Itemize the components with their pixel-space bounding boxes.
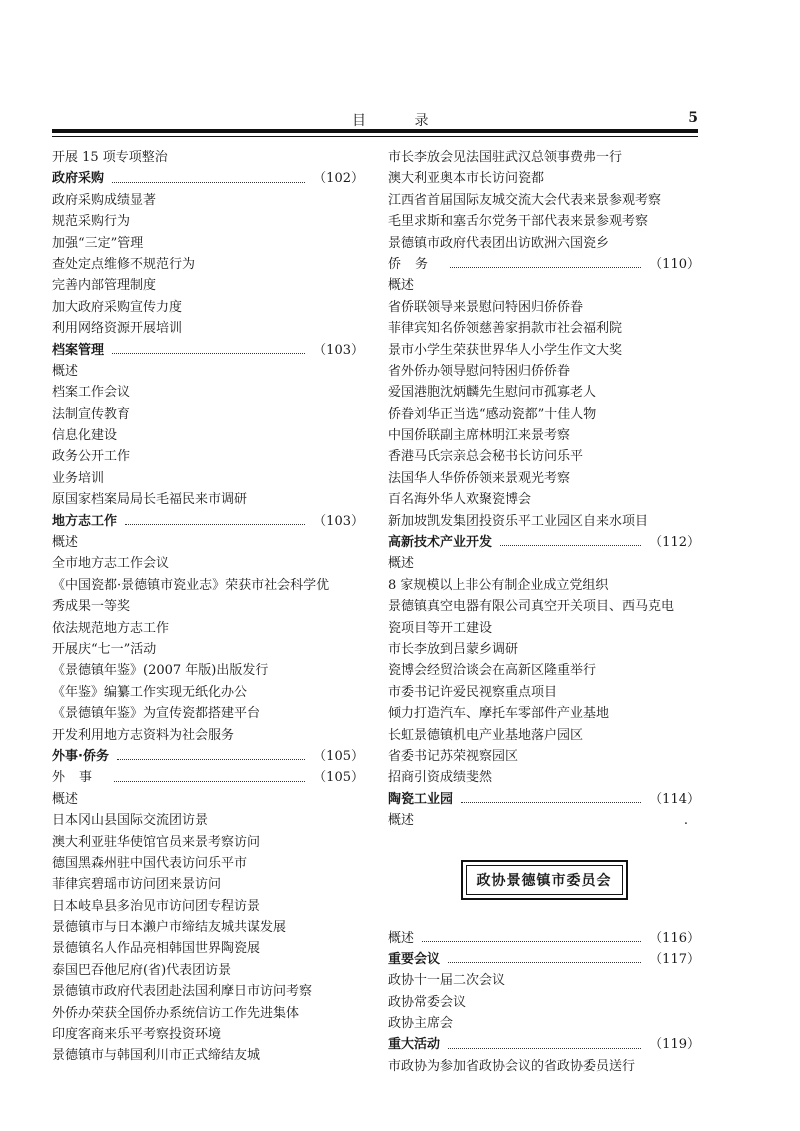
toc-subsection xyxy=(388,254,700,275)
toc-entry: 瓷项目等开工建设 xyxy=(388,620,493,636)
toc-entry: 招商引资成绩斐然 xyxy=(388,770,493,786)
toc-entry: 依法规范地方志工作 xyxy=(52,620,170,636)
toc-section xyxy=(388,1034,700,1055)
toc-entry: 江西省首届国际友城交流大会代表来景参观考察 xyxy=(388,192,662,208)
section-label: 档案管理 xyxy=(52,342,105,358)
toc-entry: 完善内部管理制度 xyxy=(52,278,157,294)
toc-entry: 概述 xyxy=(52,791,79,807)
toc-left-column xyxy=(52,147,364,1067)
toc-entry: 菲律宾知名侨领慈善家捐款市社会福利院 xyxy=(388,321,623,337)
toc-entry: 法制宣传教育 xyxy=(52,406,131,422)
toc-entry: 景德镇名人作品亮相韩国世界陶瓷展 xyxy=(52,941,261,957)
toc-entry: 概述 xyxy=(388,556,415,572)
section-page-number: （103） xyxy=(313,513,364,529)
section-page-number: （110） xyxy=(649,256,700,272)
toc-entry: 《景德镇年鉴》为宣传瓷都搭建平台 xyxy=(52,706,261,722)
toc-entry: 市长李放到吕蒙乡调研 xyxy=(388,641,519,657)
toc-entry: 倾力打造汽车、摩托车零部件产业基地 xyxy=(388,706,610,722)
toc-entry: 政协十一届二次会议 xyxy=(388,973,506,989)
toc-entry: 查处定点维修不规范行为 xyxy=(52,256,196,272)
leader-dots xyxy=(461,802,641,803)
toc-entry: 原国家档案局局长毛福民来市调研 xyxy=(52,492,248,508)
toc-entry: 《景德镇年鉴》(2007 年版)出版发行 xyxy=(52,663,269,679)
section-page-number: （112） xyxy=(649,535,700,551)
section-label: 高新技术产业开发 xyxy=(388,535,493,551)
section-page-number: （117） xyxy=(649,951,700,967)
toc-section xyxy=(388,949,700,970)
leader-dots xyxy=(114,781,305,782)
toc-entry: 市委书记许爱民视察重点项目 xyxy=(388,684,558,700)
section-page-number: （116） xyxy=(649,930,700,946)
toc-entry: 8 家规模以上非公有制企业成立党组织 xyxy=(388,577,609,593)
toc-entry: 日本冈山县国际交流团访景 xyxy=(52,813,209,829)
toc-entry: 概述 xyxy=(52,535,79,551)
toc-entry: 德国黑森州驻中国代表访问乐平市 xyxy=(52,855,248,871)
toc-entry: 澳大利亚奥本市长访问瓷都 xyxy=(388,171,545,187)
toc-entry: 毛里求斯和塞舌尔党务干部代表来景参观考察 xyxy=(388,214,649,230)
section-label: 外事·侨务 xyxy=(52,748,109,764)
leader-dots xyxy=(422,941,641,942)
section-label: 陶瓷工业园 xyxy=(388,791,454,807)
toc-section xyxy=(388,532,700,553)
banner-area xyxy=(388,832,700,928)
toc-entry: 概述 xyxy=(388,813,415,829)
toc-entry: 景德镇市政府代表团出访欧洲六国瓷乡 xyxy=(388,235,610,251)
toc-entry: 业务培训 xyxy=(52,470,105,486)
toc-entry: 侨眷刘华正当选“感动瓷都”十佳人物 xyxy=(388,406,597,422)
toc-section xyxy=(52,511,364,532)
leader-dots xyxy=(117,759,305,760)
toc-entry: 加大政府采购宣传力度 xyxy=(52,299,183,315)
toc-entry: 景德镇市与日本濑户市缔结友城共谋发展 xyxy=(52,920,287,936)
toc-entry: 政务公开工作 xyxy=(52,449,131,465)
leader-dots xyxy=(500,545,641,546)
cppcc-banner xyxy=(461,860,628,900)
toc-entry: 档案工作会议 xyxy=(52,385,131,401)
header-rule-thick xyxy=(52,129,698,133)
toc-entry: 市长李放会见法国驻武汉总领事费弗一行 xyxy=(388,150,623,165)
toc-entry: 澳大利亚驻华使馆官员来景考察访问 xyxy=(52,834,261,850)
page-header xyxy=(52,110,698,130)
toc-entry: 《年鉴》编纂工作实现无纸化办公 xyxy=(52,684,248,700)
leader-dots xyxy=(112,353,305,354)
leader-dots xyxy=(112,182,305,183)
toc-entry: 政协常委会议 xyxy=(388,994,467,1010)
toc-entry: 开展庆“七一”活动 xyxy=(52,641,157,657)
toc-entry: 瓷博会经贸洽谈会在高新区隆重举行 xyxy=(388,663,597,679)
toc-entry: 《中国瓷都·景德镇市瓷业志》荣获市社会科学优 xyxy=(52,577,330,593)
toc-entry: 景市小学生荣获世界华人小学生作文大奖 xyxy=(388,342,623,358)
leader-dots xyxy=(448,962,641,963)
section-label: 重要会议 xyxy=(388,951,441,967)
section-label: 侨务 xyxy=(388,256,443,272)
section-label: 外事 xyxy=(52,770,107,786)
section-page-number: （114） xyxy=(649,791,700,807)
toc-entry: 法国华人华侨侨领来景观光考察 xyxy=(388,470,571,486)
toc-entry: 百名海外华人欢聚瓷博会 xyxy=(388,492,532,508)
section-page-number: （119） xyxy=(649,1037,700,1053)
toc-section xyxy=(52,746,364,767)
toc-entry: 加强“三定”管理 xyxy=(52,235,144,251)
section-label: 政府采购 xyxy=(52,171,105,187)
toc-entry: 市政协为参加省政协会议的省政协委员送行 xyxy=(388,1058,636,1074)
toc-entry: 省外侨办领导慰问特困归侨侨眷 xyxy=(388,363,571,379)
toc-entry: 规范采购行为 xyxy=(52,214,131,230)
banner-title: 政协景德镇市委员会 xyxy=(466,865,623,895)
section-label: 概述 xyxy=(388,930,415,946)
toc-entry: 外侨办荣获全国侨办系统信访工作先进集体 xyxy=(52,1005,300,1021)
header-rule-thin xyxy=(52,136,698,137)
toc-entry: 政府采购成绩显著 xyxy=(52,192,157,208)
toc-entry: 开展 15 项专项整治 xyxy=(52,150,168,165)
toc-section xyxy=(52,340,364,361)
toc-entry: 利用网络资源开展培训 xyxy=(52,321,183,337)
toc-entry: 政协主席会 xyxy=(388,1016,454,1032)
toc-entry: 开发利用地方志资料为社会服务 xyxy=(52,727,235,743)
toc-entry: 省侨联领导来景慰问特困归侨侨眷 xyxy=(388,299,584,315)
toc-entry: 日本岐阜县多治见市访问团专程访景 xyxy=(52,898,261,914)
toc-entry: 菲律宾碧瑶市访问团来景访问 xyxy=(52,877,222,893)
section-page-number: （105） xyxy=(313,770,364,786)
toc-entry: 景德镇市与韩国利川市正式缔结友城 xyxy=(52,1048,261,1064)
toc-entry: 印度客商来乐平考察投资环境 xyxy=(52,1027,222,1043)
toc-entry: 中国侨联副主席林明江来景考察 xyxy=(388,428,571,444)
toc-section xyxy=(388,928,700,949)
toc-entry: 泰国巴吞他尼府(省)代表团访景 xyxy=(52,962,232,978)
toc-right-column xyxy=(388,147,700,1077)
toc-entry: 长虹景德镇机电产业基地落户园区 xyxy=(388,727,584,743)
leader-dots xyxy=(448,1048,641,1049)
page-number: 5 xyxy=(688,110,698,126)
leader-dots xyxy=(450,267,641,268)
toc-section xyxy=(388,789,700,810)
toc-entry: 信息化建设 xyxy=(52,428,118,444)
toc-entry: 概述 xyxy=(52,363,79,379)
toc-section xyxy=(52,168,364,189)
section-label: 重大活动 xyxy=(388,1037,441,1053)
toc-entry: 爱国港胞沈炳麟先生慰问市孤寡老人 xyxy=(388,385,597,401)
section-page-number: （105） xyxy=(313,748,364,764)
toc-subsection xyxy=(52,767,364,788)
toc-entry: 秀成果一等奖 xyxy=(52,599,131,615)
header-title: 目 录 xyxy=(352,113,451,129)
leader-dots xyxy=(125,524,305,525)
toc-entry: 概述 xyxy=(388,278,415,294)
toc-entry: 新加坡凯发集团投资乐平工业园区自来水项目 xyxy=(388,513,649,529)
toc-entry: 景德镇市政府代表团赴法国利摩日市访问考察 xyxy=(52,984,313,1000)
stray-dot: . xyxy=(683,813,688,829)
toc-entry: 省委书记苏荣视察园区 xyxy=(388,748,519,764)
section-page-number: （103） xyxy=(313,342,364,358)
section-page-number: （102） xyxy=(313,171,364,187)
section-label: 地方志工作 xyxy=(52,513,118,529)
toc-entry: 全市地方志工作会议 xyxy=(52,556,170,572)
toc-entry: 景德镇真空电器有限公司真空开关项目、西马克电 xyxy=(388,599,675,615)
toc-entry: 香港马氏宗亲总会秘书长访问乐平 xyxy=(388,449,584,465)
